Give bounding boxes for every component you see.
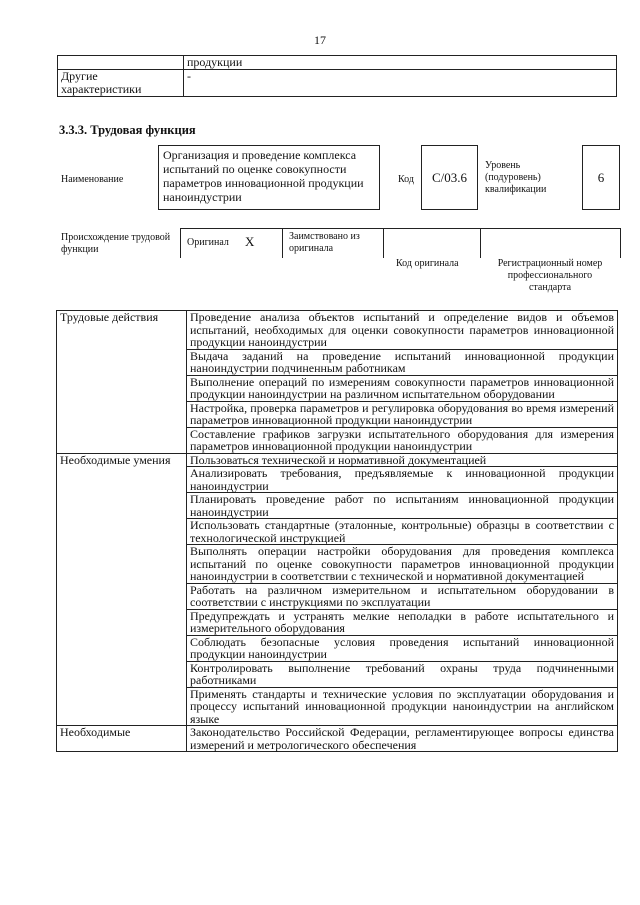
- function-name-box: Организация и проведение комплекса испытаний по оценке совокупности параметров инновационной продукции наноиндустрии: [158, 145, 380, 210]
- page-number: 17: [314, 33, 326, 47]
- item-cell: Соблюдать безопасные условия проведения испытаний инновационной продукции наноиндустрии: [187, 635, 618, 661]
- continuation-table: [57, 55, 617, 97]
- row-value: продукции: [184, 56, 617, 70]
- item-cell: Пользоваться технической и нормативной документацией: [187, 453, 618, 467]
- origin-label: Происхождение трудовой функции: [61, 232, 171, 255]
- original-label: Оригинал: [187, 237, 229, 248]
- item-cell: Законодательство Российской Федерации, регламентирующее вопросы единства измерений и метрологического обеспечения: [187, 726, 618, 752]
- table-row: [58, 70, 617, 97]
- code-label: Код: [398, 174, 414, 185]
- borrowed-label: Заимствовано из оригинала: [289, 231, 360, 254]
- table-row: [57, 453, 618, 467]
- reg-number-label: Регистрационный номер профессионального стандарта: [497, 258, 603, 293]
- code-original-label: Код оригинала: [396, 258, 459, 269]
- table-row: [57, 311, 618, 350]
- item-cell: Работать на различном измерительном и испытательном оборудовании в соответствии с инструкциями по эксплуатации: [187, 583, 618, 609]
- name-label: Наименование: [61, 174, 124, 185]
- item-cell: Выполнять операции настройки оборудования для проведения комплекса испытаний по оценке совокупности параметров инновационной продукции наноиндустрии в соответствии с технической и нормативной документацией: [187, 545, 618, 584]
- origin-border-top: [180, 228, 620, 229]
- category-cell: Трудовые действия: [57, 311, 187, 454]
- row-label: Другие характеристики: [58, 70, 184, 97]
- row-value: -: [184, 70, 617, 97]
- code-box: С/03.6: [421, 145, 478, 210]
- row-label: [58, 56, 184, 70]
- item-cell: Использовать стандартные (эталонные, контрольные) образцы в соответствии с технологической инструкцией: [187, 519, 618, 545]
- item-cell: Предупреждать и устранять мелкие неполадки в работе испытательного и измерительного оборудования: [187, 609, 618, 635]
- item-cell: Выполнение операций по измерениям совокупности параметров инновационной продукции наноиндустрии на различном испытательном оборудовании: [187, 375, 618, 401]
- section-title: 3.3.3. Трудовая функция: [59, 123, 196, 137]
- item-cell: Настройка, проверка параметров и регулировка оборудования во время измерений параметров инновационной продукции наноиндустрии: [187, 401, 618, 427]
- item-cell: Проведение анализа объектов испытаний и определение видов и объемов испытаний, необходимых для оценки совокупности параметров инновационной продукции наноиндустрии: [187, 311, 618, 350]
- category-cell: Необходимые умения: [57, 453, 187, 726]
- origin-border: [480, 228, 481, 258]
- item-cell: Контролировать выполнение требований охраны труда подчиненными работниками: [187, 661, 618, 687]
- item-cell: Применять стандарты и технические условия по эксплуатации оборудования и процессу испытаний инновационной продукции наноиндустрии на английском языке: [187, 687, 618, 726]
- origin-border: [180, 228, 181, 258]
- category-cell: Необходимые: [57, 726, 187, 752]
- item-cell: Составление графиков загрузки испытательного оборудования для измерения параметров инновационной продукции наноиндустрии: [187, 427, 618, 453]
- level-label: Уровень (подуровень) квалификации: [485, 160, 547, 195]
- item-cell: Планировать проведение работ по испытаниям инновационной продукции наноиндустрии: [187, 493, 618, 519]
- item-cell: Анализировать требования, предъявляемые к инновационной продукции наноиндустрии: [187, 467, 618, 493]
- table-row: [57, 726, 618, 752]
- function-details-table: [56, 310, 618, 752]
- table-row: [58, 56, 617, 70]
- origin-border: [282, 228, 283, 258]
- original-mark: X: [245, 234, 255, 249]
- item-cell: Выдача заданий на проведение испытаний инновационной продукции наноиндустрии подчиненным работникам: [187, 349, 618, 375]
- origin-border: [620, 228, 621, 258]
- level-box: 6: [582, 145, 620, 210]
- origin-border: [383, 228, 384, 258]
